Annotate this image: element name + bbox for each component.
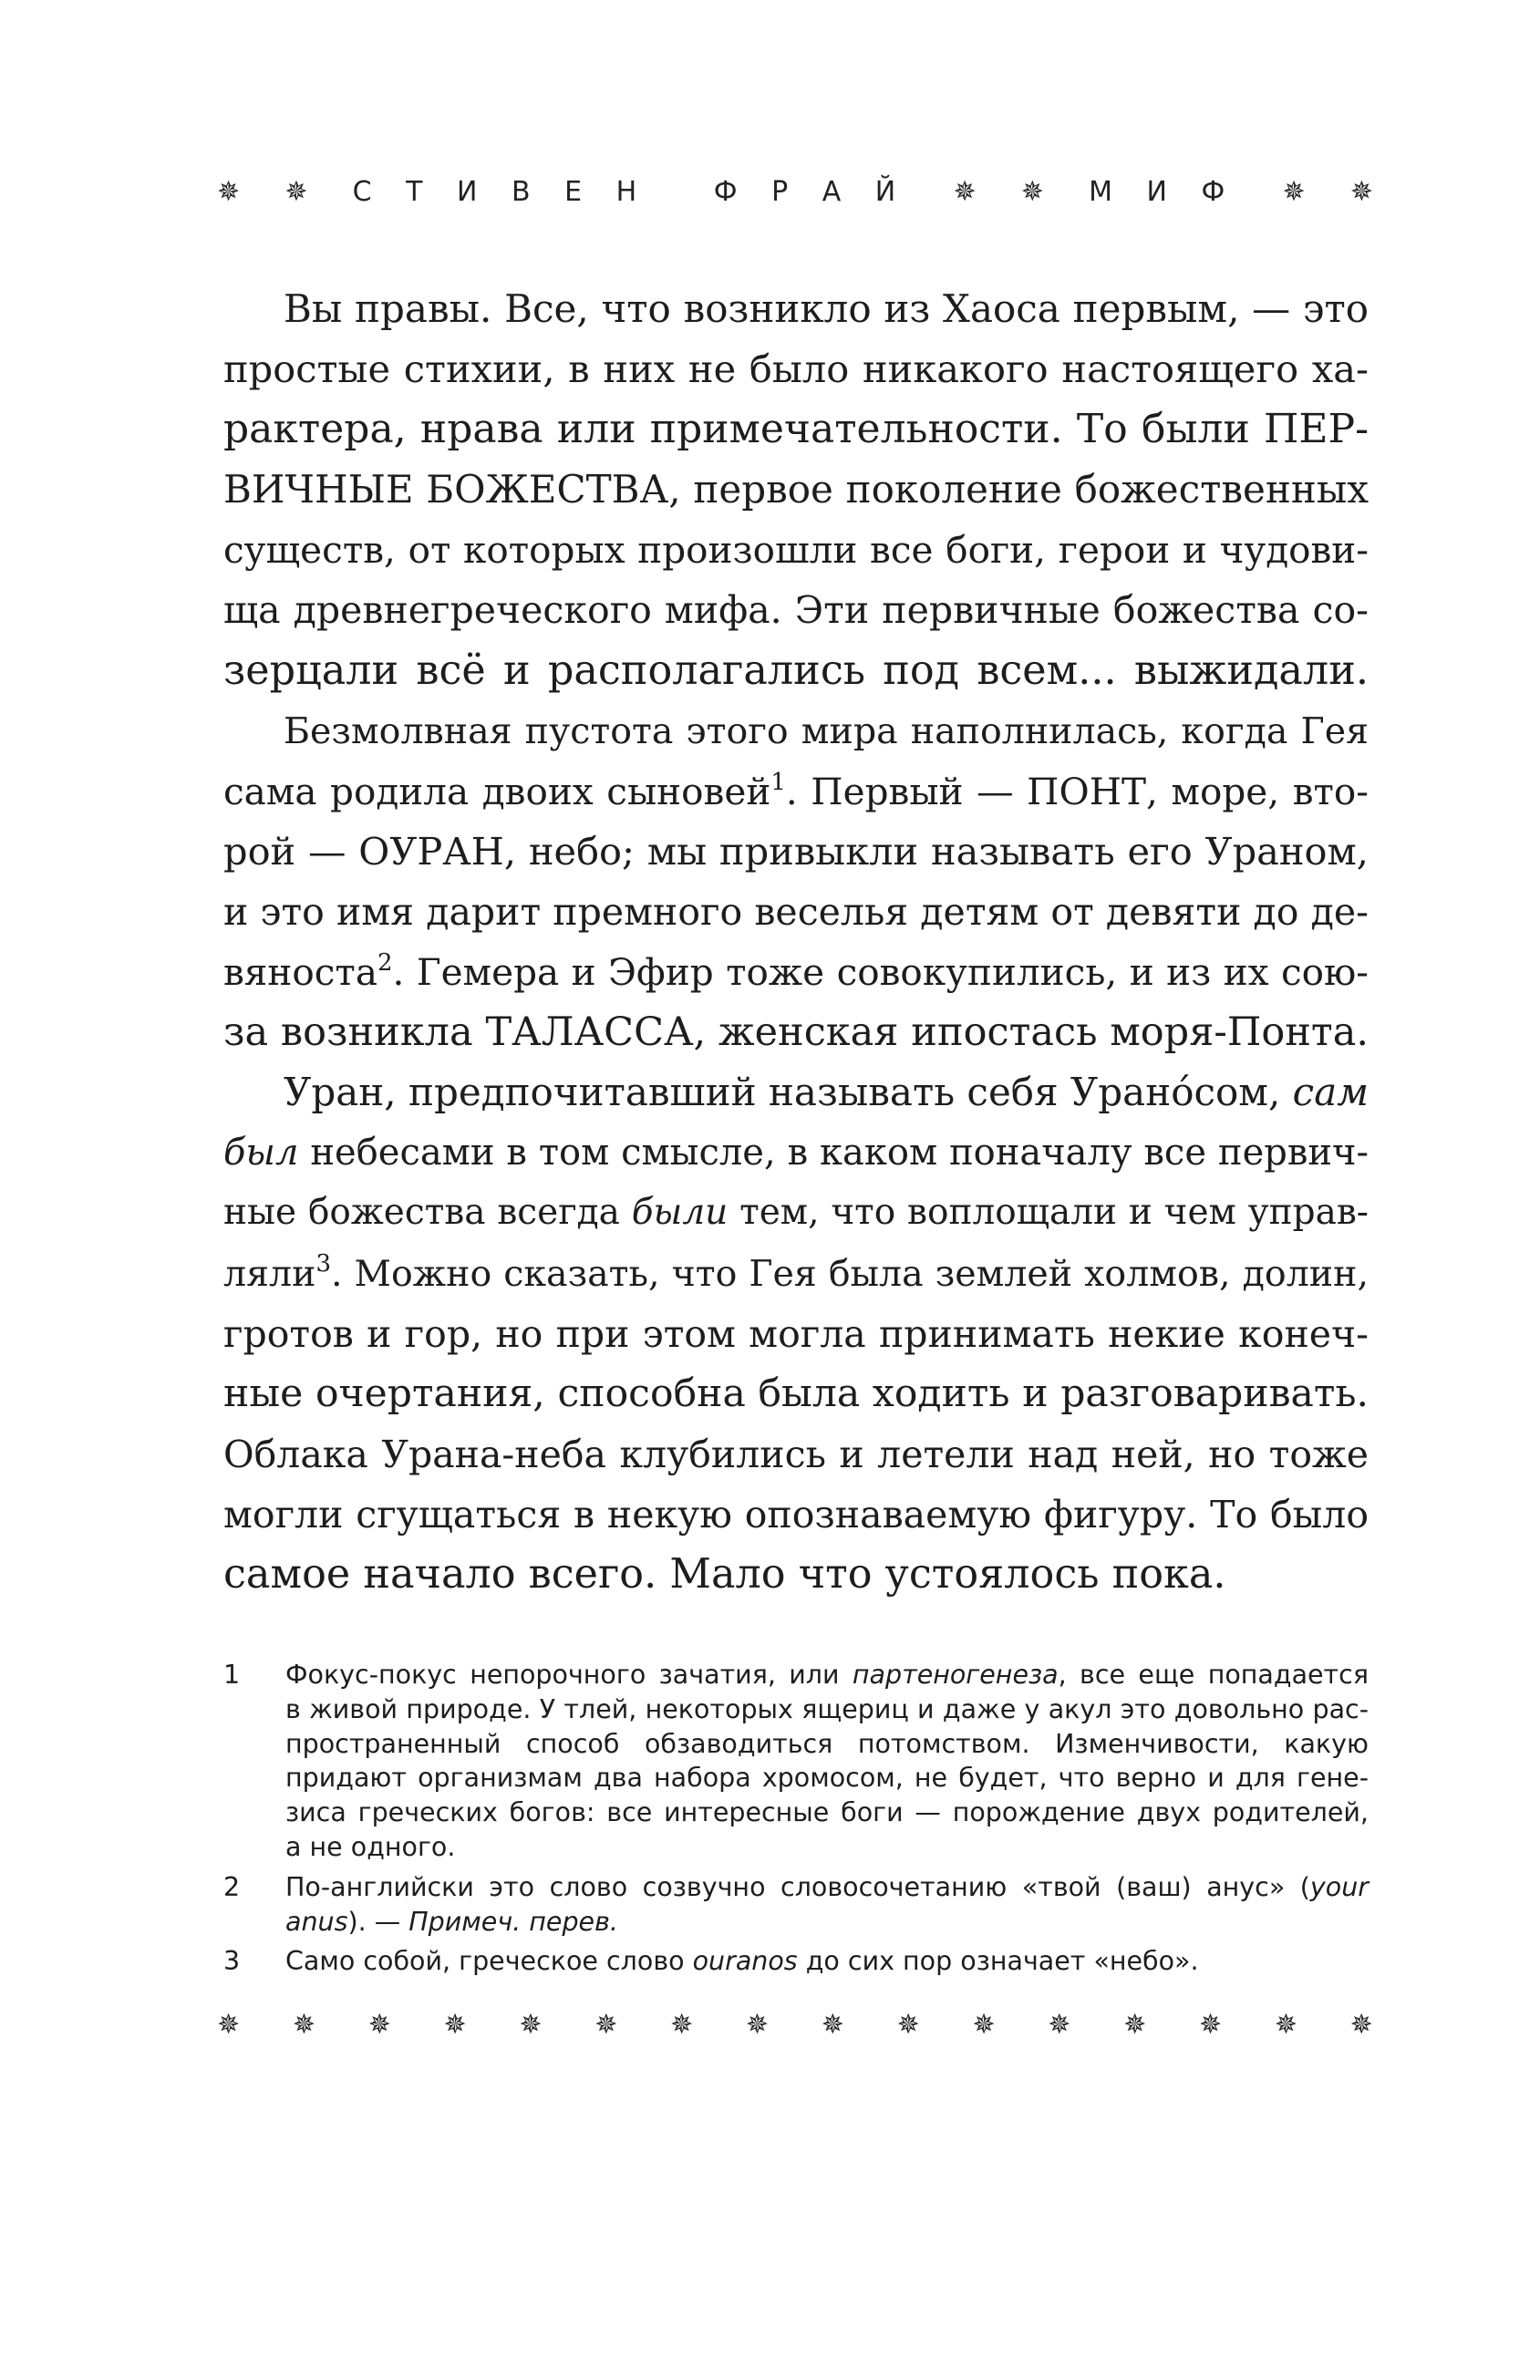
footnote-number: 1	[223, 1660, 241, 1690]
body-text	[223, 279, 1369, 1605]
text-line: ВИЧНЫЕ БОЖЕСТВА, первое поколение божественных	[223, 467, 1369, 512]
text-span: вяноста	[223, 950, 377, 995]
text-line	[223, 1123, 1369, 1183]
ornament-star-icon: ✵	[1048, 2008, 1071, 2041]
italic-span: были	[631, 1192, 729, 1234]
text-span: ). —	[347, 1906, 409, 1937]
footnote-3	[223, 1944, 1369, 1979]
ornament-star-icon: ✵	[292, 2008, 315, 2041]
header-author: С Т И В Е Н Ф Р А Й	[352, 175, 909, 208]
ornament-star-icon: ✵	[284, 175, 308, 208]
text-line	[223, 761, 1369, 822]
ornament-star-icon: ✵	[896, 2008, 920, 2041]
text-span: . Первый — ПОНТ, море, вто-	[785, 769, 1369, 813]
footnote-line	[285, 1905, 1369, 1940]
text-span: ляли	[223, 1252, 316, 1295]
ornament-star-icon: ✵	[443, 2008, 467, 2041]
text-line	[223, 1062, 1369, 1123]
footnote-1	[223, 1658, 1369, 1865]
footnote-ref-3[interactable]: 3	[315, 1249, 331, 1278]
italic-span: был	[223, 1132, 299, 1174]
running-header	[217, 173, 1373, 210]
footnote-line: придают организмам два набора хромосом, не будет, что верно и для гене-	[285, 1763, 1369, 1794]
ornament-star-icon: ✵	[594, 2008, 618, 2041]
ornament-star-icon: ✵	[1349, 175, 1373, 208]
text-line: рой — ОУРАН, небо; мы привыкли называть его Ураном,	[223, 828, 1369, 874]
ornament-star-icon: ✵	[1198, 2008, 1223, 2041]
footnote-ref-2[interactable]: 2	[377, 949, 393, 978]
footnote-line: пространенный способ обзаводиться потомством. Изменчивости, какую	[285, 1728, 1369, 1759]
italic-span: your	[1309, 1871, 1369, 1902]
footnote-line	[285, 1658, 1369, 1692]
footnote-line: в живой природе. У тлей, некоторых ящериц и даже у акул это довольно рас-	[285, 1693, 1369, 1724]
text-span: Уран, предпочитавший называть себя Урано́сом,	[284, 1070, 1293, 1115]
text-span: до сих пор означает «небо».	[797, 1946, 1199, 1977]
text-line: ные очертания, способна была ходить и разговаривать.	[223, 1371, 1369, 1416]
text-line	[223, 1183, 1369, 1243]
text-line	[223, 942, 1369, 1002]
italic-span: партеногенеза	[852, 1660, 1059, 1690]
ornament-star-icon: ✵	[1349, 2008, 1373, 2041]
text-span: По-английски это слово созвучно словосочетанию «твой (ваш) анус» (	[285, 1871, 1310, 1902]
ornament-star-icon: ✵	[367, 2008, 391, 2041]
text-line: Облака Урана-неба клубились и летели над ней, но тоже	[223, 1432, 1369, 1476]
ornament-star-icon: ✵	[745, 2008, 770, 2041]
bottom-ornament	[217, 2006, 1373, 2043]
text-line	[223, 1244, 1369, 1304]
footnote-line	[285, 1944, 1369, 1979]
text-span: Фокус-покус непорочного зачатия, или	[285, 1660, 853, 1690]
text-line: Безмолвная пустота этого мира наполнилась, когда Гея	[284, 709, 1369, 752]
text-span: сама родила двоих сыновей	[223, 769, 771, 813]
text-line: Вы правы. Все, что возникло из Хаоса первым, — это	[284, 286, 1369, 331]
header-book-title: М И Ф	[1089, 175, 1238, 208]
ornament-star-icon: ✵	[1123, 2008, 1147, 2041]
text-line: самое начало всего. Мало что устоялось пока.	[223, 1550, 1226, 1598]
text-line: рактера, нрава или примечательности. То были ПЕР-	[223, 406, 1369, 453]
italic-span: ouranos	[692, 1946, 798, 1977]
footnote-line: а не одного.	[285, 1831, 456, 1862]
footnote-line	[285, 1870, 1369, 1905]
text-span: ные божества всегда	[223, 1192, 632, 1234]
ornament-star-icon: ✵	[670, 2008, 694, 2041]
text-span: небесами в том смысле, в каком поначалу все первич-	[298, 1132, 1369, 1174]
italic-span: anus	[285, 1906, 348, 1937]
text-span: , все еще попадается	[1058, 1660, 1369, 1690]
ornament-star-icon: ✵	[953, 175, 977, 208]
text-line: и это имя дарит премного веселья детям от девяти до де-	[223, 889, 1369, 934]
footnote-number: 3	[223, 1946, 241, 1977]
ornament-star-icon: ✵	[972, 2008, 996, 2041]
italic-span: сам	[1292, 1070, 1369, 1115]
footnote-line: зиса греческих богов: все интересные боги — порождение двух родителей,	[285, 1797, 1369, 1828]
ornament-star-icon: ✵	[1274, 2008, 1297, 2041]
footnote-2	[223, 1870, 1369, 1940]
footnote-number: 2	[223, 1871, 241, 1902]
ornament-star-icon: ✵	[217, 2008, 241, 2041]
text-line: простые стихии, в них не было никакого настоящего ха-	[223, 347, 1369, 392]
text-line: зерцали всё и располагались под всем... выжидали.	[223, 647, 1369, 694]
text-line: ща древнегреческого мифа. Эти первичные божества со-	[223, 588, 1369, 633]
ornament-star-icon: ✵	[1282, 175, 1306, 208]
text-line: могли сгущаться в некую опознаваемую фигуру. То было	[223, 1492, 1369, 1537]
ornament-star-icon: ✵	[217, 175, 241, 208]
text-line: гротов и гор, но при этом могла принимать некие конеч-	[223, 1311, 1369, 1356]
italic-span: Примеч. перев.	[408, 1906, 618, 1937]
ornament-star-icon: ✵	[821, 2008, 844, 2041]
ornament-star-icon: ✵	[519, 2008, 543, 2041]
text-span: тем, что воплощали и чем управ-	[728, 1192, 1369, 1234]
text-span: Само собой, греческое слово	[285, 1946, 693, 1977]
footnote-ref-1[interactable]: 1	[770, 768, 786, 796]
ornament-star-icon: ✵	[1020, 175, 1044, 208]
footnotes	[223, 1658, 1369, 1984]
text-span: . Можно сказать, что Гея была землей холмов, долин,	[330, 1252, 1369, 1295]
text-span: . Гемера и Эфир тоже совокупились, и из их сою-	[392, 950, 1369, 995]
text-line: существ, от которых произошли все боги, герои и чудови-	[223, 528, 1369, 573]
text-line: за возникла ТАЛАССА, женская ипостась моря-Понта.	[223, 1009, 1369, 1056]
